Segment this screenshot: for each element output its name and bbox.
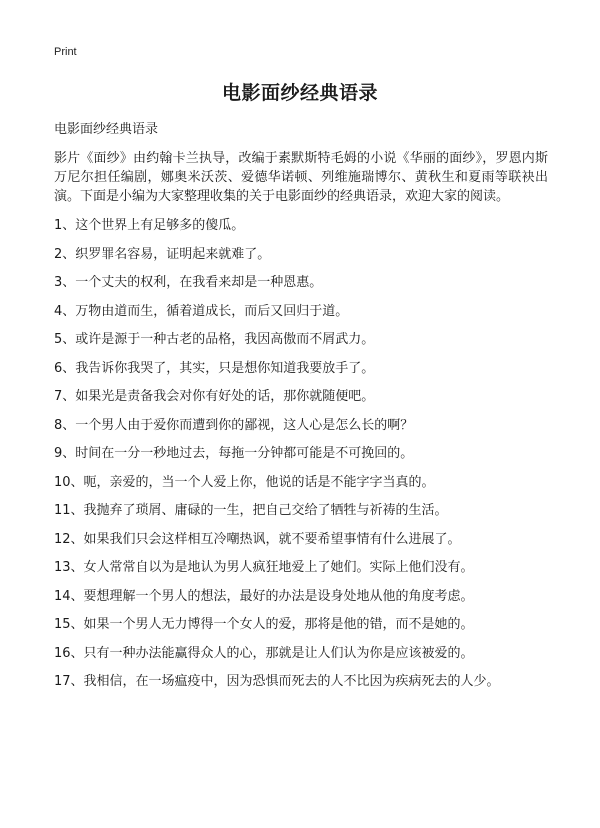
- quote-item: 3、一个丈夫的权利，在我看来却是一种恩惠。: [54, 275, 323, 290]
- intro-paragraph: 影片《面纱》由约翰卡兰执导，改编于素默斯特毛姆的小说《华丽的面纱》，罗恩内斯万尼尔担任编剧，娜奥米沃茨、爱德华诺顿、列维施瑞博尔、黄秋生和夏雨等联袂出演。下面是小编为大家整理收集的关于电影面纱的经典语录，欢迎大家的阅读。: [54, 151, 548, 204]
- print-link[interactable]: Print: [54, 46, 77, 58]
- quote-item: 1、这个世界上有足够多的傻瓜。: [54, 218, 245, 233]
- quote-item: 2、织罗罪名容易，证明起来就难了。: [54, 246, 271, 262]
- quote-item: 15、如果一个男人无力博得一个女人的爱，那将是他的错，而不是她的。: [54, 617, 474, 632]
- quote-item: 6、我告诉你我哭了，其实，只是想你知道我要放手了。: [54, 360, 375, 376]
- quote-item: 10、呃，亲爱的，当一个人爱上你，他说的话是不能字字当真的。: [54, 474, 435, 490]
- page-title: 电影面纱经典语录: [221, 82, 378, 104]
- quote-item: 7、如果光是责备我会对你有好处的话，那你就随便吧。: [54, 389, 375, 404]
- quote-list: [54, 216, 548, 701]
- quote-item: 11、我抛弃了琐屑、庸碌的一生，把自己交给了牺牲与祈祷的生活。: [54, 503, 448, 518]
- quote-item: 5、或许是源于一种古老的品格，我因高傲而不屑武力。: [54, 332, 375, 347]
- quote-item: 14、要想理解一个男人的想法，最好的办法是设身处地从他的角度考虑。: [54, 588, 474, 604]
- quote-item: 8、一个男人由于爱你而遭到你的鄙视，这人心是怎么长的啊？: [54, 417, 414, 433]
- quote-item: 9、时间在一分一秒地过去，每拖一分钟都可能是不可挽回的。: [54, 446, 414, 461]
- quote-item: 13、女人常常自以为是地认为男人疯狂地爱上了她们。实际上他们没有。: [54, 560, 474, 575]
- article-body: [54, 120, 548, 701]
- article-subtitle: 电影面纱经典语录: [54, 122, 159, 137]
- quote-item: 4、万物由道而生，循着道成长，而后又回归于道。: [54, 303, 349, 319]
- quote-item: 12、如果我们只会这样相互冷嘲热讽，就不要希望事情有什么进展了。: [54, 531, 461, 547]
- quote-item: 16、只有一种办法能赢得众人的心，那就是让人们认为你是应该被爱的。: [54, 645, 474, 661]
- quote-item: 17、我相信，在一场瘟疫中，因为恐惧而死去的人不比因为疾病死去的人少。: [54, 674, 500, 689]
